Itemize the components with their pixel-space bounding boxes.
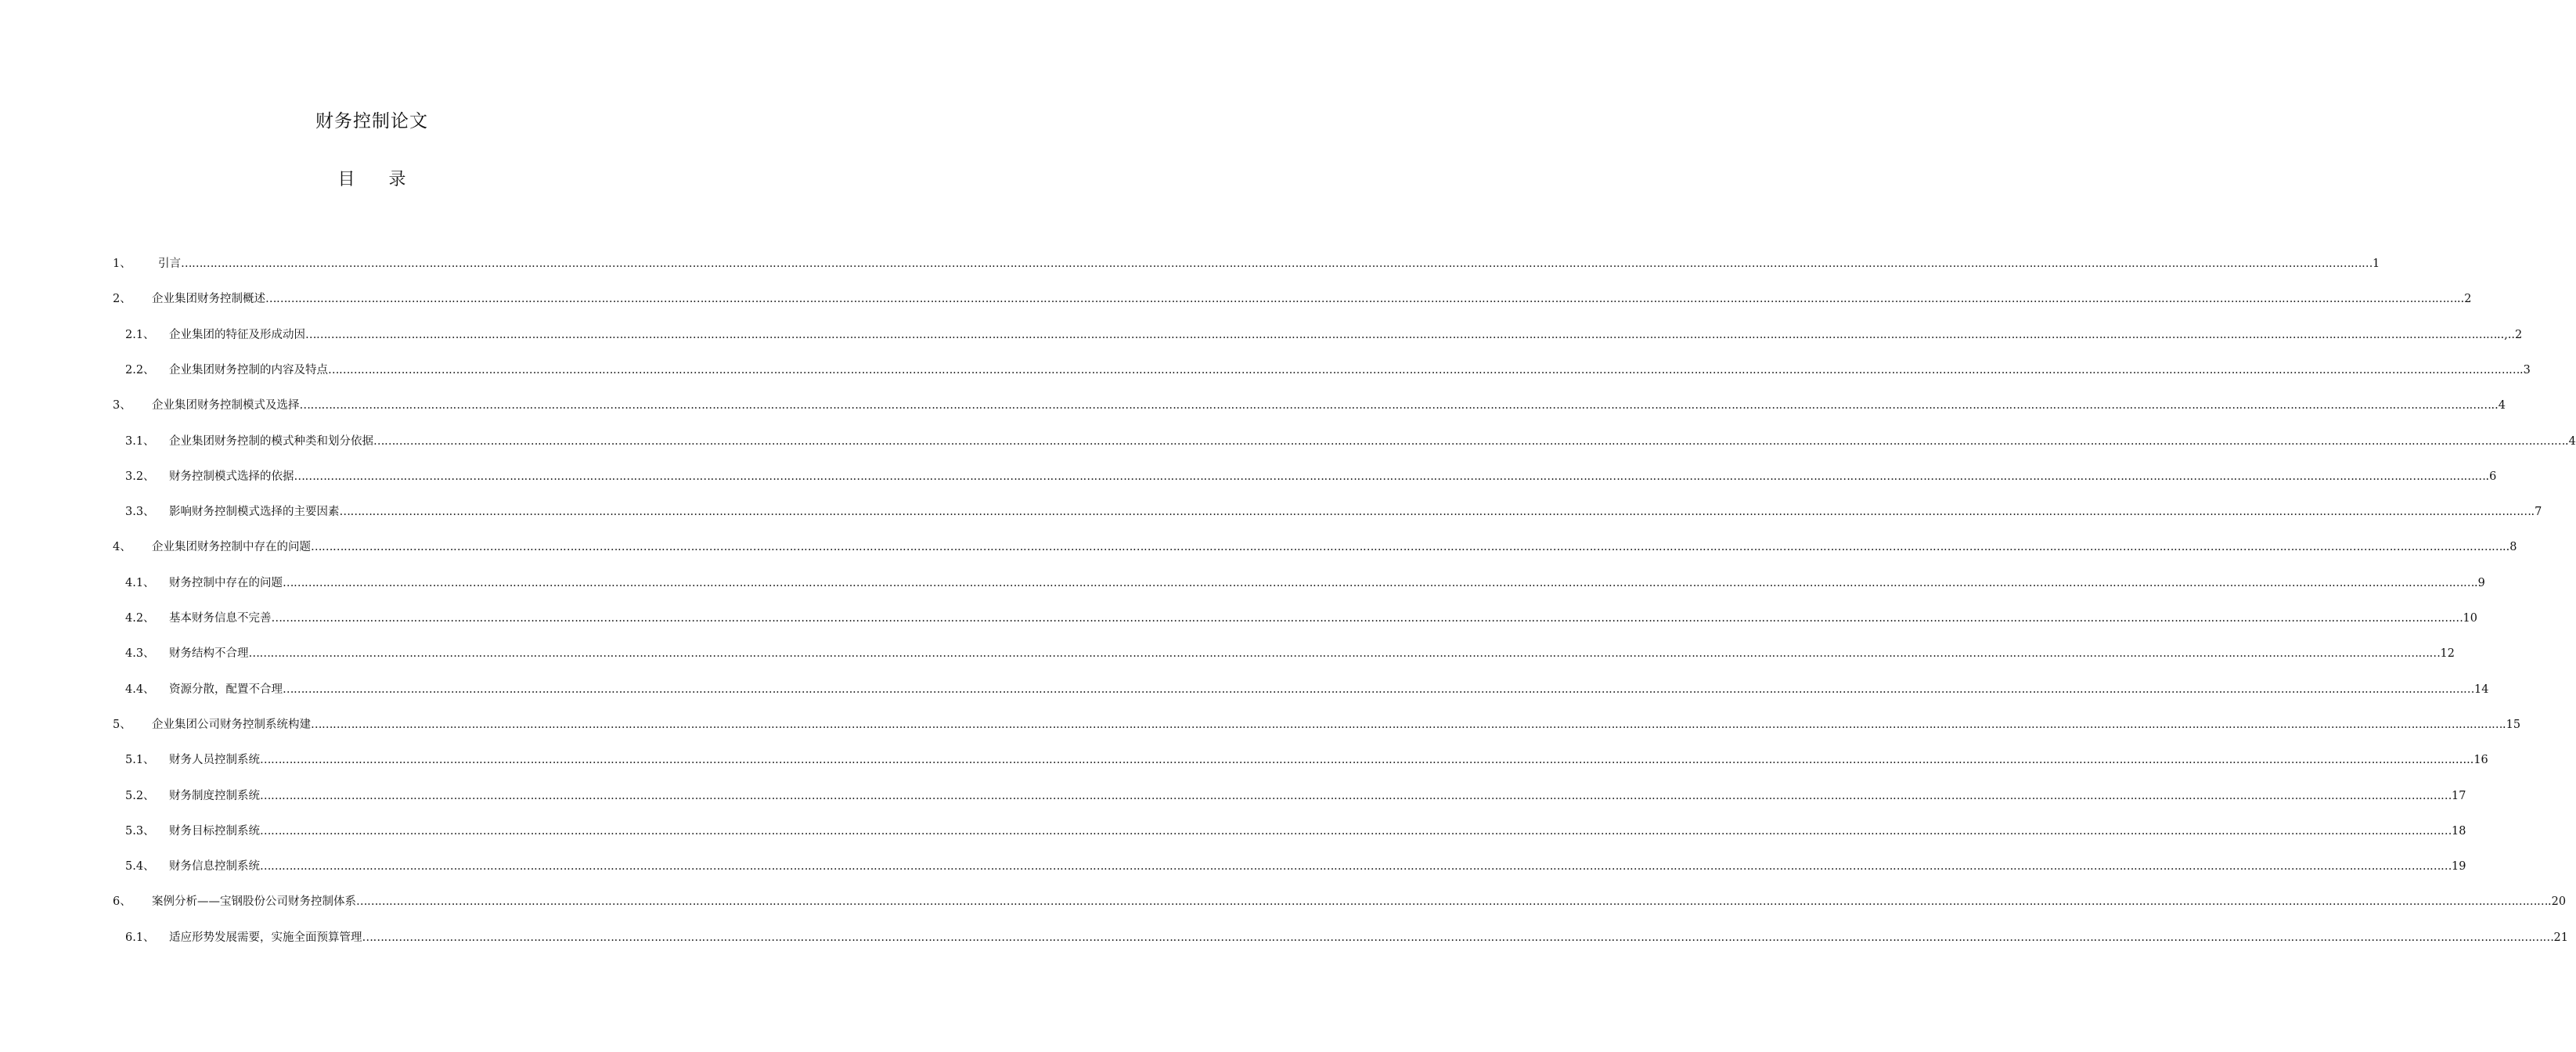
toc-entry-number: 4、 — [113, 541, 132, 553]
toc-dot-leader: …………………………………………………………………………………………………………………………………………………………………………………………………………………………………………………………………………………………………………………………………………………………………………………………………………………………………………………………………………………………………………………………………………………… — [260, 754, 2452, 766]
toc-entry-number: 2.2、 — [125, 364, 155, 376]
toc-entry-title: 企业集团财务控制模式及选择 — [152, 399, 300, 412]
toc-entry-number: 5.1、 — [125, 754, 155, 766]
toc-entry-number: 3.3、 — [125, 506, 155, 518]
toc-entry-title: 企业集团财务控制中存在的问题 — [152, 541, 311, 553]
toc-entry[interactable] — [125, 751, 2488, 768]
toc-entry-title: 财务结构不合理 — [169, 647, 249, 660]
toc-entry-page: .4 — [2565, 435, 2576, 448]
toc-dot-leader: …………………………………………………………………………………………………………………………………………………………………………………………………………………………………………………………………………………………………………………………………………………………………………………………………………………………………………………………………………………………………………………………………………………… — [373, 435, 2565, 448]
toc-entry-page: 18 — [2452, 825, 2466, 838]
toc-heading: 目 录 — [337, 170, 406, 189]
document-title: 财务控制论文 — [315, 111, 428, 132]
toc-entry-page: ..8 — [2502, 541, 2517, 553]
toc-entry-page: 21 — [2553, 931, 2568, 944]
toc-entry[interactable] — [113, 538, 2517, 555]
toc-entry[interactable] — [125, 680, 2489, 697]
toc-entry[interactable] — [125, 503, 2542, 520]
toc-entry-title: 适应形势发展需要，实施全面预算管理 — [169, 931, 362, 944]
toc-entry-number: 2、 — [113, 293, 132, 305]
toc-entry[interactable] — [125, 326, 2523, 343]
toc-entry-number: 3.2、 — [125, 470, 155, 483]
toc-entry[interactable] — [113, 290, 2472, 307]
toc-entry-page: .6 — [2485, 470, 2497, 483]
toc-entry-page: .7 — [2531, 506, 2542, 518]
toc-entry-title: 财务制度控制系统 — [169, 790, 260, 802]
toc-dot-leader: …………………………………………………………………………………………………………………………………………………………………………………………………………………………………………………………………………………………………………………………………………………………………………………………………………………………………………………………………………………………………………………………………………………… — [305, 329, 2497, 341]
toc-entry-title: 企业集团公司财务控制系统构建 — [152, 719, 311, 731]
toc-entry-title: 财务信息控制系统 — [169, 860, 260, 873]
toc-entry-title: 基本财务信息不完善 — [169, 612, 272, 625]
toc-entry-page: ..,..2 — [2497, 329, 2523, 341]
toc-entry-number: 2.1、 — [125, 329, 155, 341]
toc-entry-number: 5.4、 — [125, 860, 155, 873]
toc-entry[interactable] — [125, 609, 2477, 626]
toc-entry-page: .15 — [2502, 719, 2521, 731]
toc-entry[interactable] — [125, 432, 2576, 449]
toc-entry-page: .3 — [2520, 364, 2531, 376]
toc-entry-page: .9 — [2474, 577, 2485, 589]
toc-entry-page: 14 — [2474, 683, 2489, 696]
toc-dot-leader: …………………………………………………………………………………………………………………………………………………………………………………………………………………………………………………………………………………………………………………………………………………………………………………………………………………………………………………………………………………………………………………………………………………… — [181, 258, 2372, 270]
toc-entry[interactable] — [125, 644, 2455, 661]
toc-dot-leader: …………………………………………………………………………………………………………………………………………………………………………………………………………………………………………………………………………………………………………………………………………………………………………………………………………………………………………………………………………………………………………………………………………………… — [299, 399, 2491, 412]
toc-dot-leader: …………………………………………………………………………………………………………………………………………………………………………………………………………………………………………………………………………………………………………………………………………………………………………………………………………………………………………………………………………………………………………………………………………………… — [362, 931, 2554, 944]
toc-entry[interactable] — [113, 396, 2506, 413]
toc-entry-number: 5.2、 — [125, 790, 155, 802]
toc-entry-number: 4.1、 — [125, 577, 155, 589]
toc-entry[interactable] — [125, 822, 2466, 839]
toc-entry-title: 财务控制模式选择的依据 — [169, 470, 294, 483]
toc-entry-number: 1、 — [113, 258, 132, 270]
toc-entry[interactable] — [125, 857, 2466, 874]
toc-dot-leader: …………………………………………………………………………………………………………………………………………………………………………………………………………………………………………………………………………………………………………………………………………………………………………………………………………………………………………………………………………………………………………………………………………………… — [260, 825, 2452, 838]
toc-entry[interactable] — [125, 361, 2531, 378]
toc-entry[interactable] — [113, 892, 2567, 910]
toc-entry-number: 4.2、 — [125, 612, 155, 625]
toc-dot-leader: …………………………………………………………………………………………………………………………………………………………………………………………………………………………………………………………………………………………………………………………………………………………………………………………………………………………………………………………………………………………………………………………………………………… — [294, 470, 2486, 483]
toc-dot-leader: …………………………………………………………………………………………………………………………………………………………………………………………………………………………………………………………………………………………………………………………………………………………………………………………………………………………………………………………………………………………………………………………………………………… — [339, 506, 2531, 518]
toc-entry[interactable] — [125, 928, 2568, 946]
toc-dot-leader: …………………………………………………………………………………………………………………………………………………………………………………………………………………………………………………………………………………………………………………………………………………………………………………………………………………………………………………………………………………………………………………………………………………… — [311, 719, 2502, 731]
toc-entry-page: …...16 — [2452, 754, 2488, 766]
toc-entry[interactable] — [125, 467, 2497, 485]
toc-dot-leader: …………………………………………………………………………………………………………………………………………………………………………………………………………………………………………………………………………………………………………………………………………………………………………………………………………………………………………………………………………………………………………………………………………………… — [311, 541, 2502, 553]
toc-entry-number: 6.1、 — [125, 931, 155, 944]
toc-entry-number: 6、 — [113, 895, 132, 908]
toc-dot-leader: …………………………………………………………………………………………………………………………………………………………………………………………………………………………………………………………………………………………………………………………………………………………………………………………………………………………………………………………………………………………………………………………………………………… — [356, 895, 2548, 908]
toc-entry-page: .20 — [2548, 895, 2567, 908]
toc-entry-page: 19 — [2452, 860, 2466, 873]
toc-dot-leader: …………………………………………………………………………………………………………………………………………………………………………………………………………………………………………………………………………………………………………………………………………………………………………………………………………………………………………………………………………………………………………………………………………………… — [271, 612, 2463, 625]
toc-entry-title: 企业集团财务控制的模式种类和划分依据 — [169, 435, 373, 448]
toc-entry-title: 企业集团财务控制概述 — [152, 293, 265, 305]
toc-entry-title: 企业集团的特征及形成动因 — [169, 329, 305, 341]
toc-entry-number: 4.3、 — [125, 647, 155, 660]
toc-entry-title: 影响财务控制模式选择的主要因素 — [169, 506, 340, 518]
toc-entry-page: 1 — [2372, 258, 2380, 270]
toc-entry[interactable] — [125, 574, 2485, 591]
toc-entry-title: 财务控制中存在的问题 — [169, 577, 283, 589]
toc-entry-title: 引言 — [158, 258, 181, 270]
toc-entry-number: 3、 — [113, 399, 132, 412]
toc-entry-title: 企业集团财务控制的内容及特点 — [169, 364, 328, 376]
toc-entry[interactable] — [125, 787, 2466, 804]
toc-entry-title: 资源分散，配置不合理 — [169, 683, 283, 696]
toc-entry[interactable] — [113, 254, 2380, 272]
toc-entry-page: 10 — [2463, 612, 2477, 625]
toc-dot-leader: …………………………………………………………………………………………………………………………………………………………………………………………………………………………………………………………………………………………………………………………………………………………………………………………………………………………………………………………………………………………………………………………………………………… — [283, 577, 2474, 589]
toc-entry-page: ..4 — [2491, 399, 2506, 412]
toc-dot-leader: …………………………………………………………………………………………………………………………………………………………………………………………………………………………………………………………………………………………………………………………………………………………………………………………………………………………………………………………………………………………………………………………………………………… — [283, 683, 2474, 696]
toc-entry-page: ..2 — [2457, 293, 2472, 305]
toc-entry-title: 案例分析——宝钢股份公司财务控制体系 — [152, 895, 356, 908]
toc-entry-number: 4.4、 — [125, 683, 155, 696]
toc-dot-leader: …………………………………………………………………………………………………………………………………………………………………………………………………………………………………………………………………………………………………………………………………………………………………………………………………………………………………………………………………………………………………………………………………………………… — [260, 790, 2452, 802]
toc-entry[interactable] — [113, 715, 2521, 733]
toc-entry-page: 17 — [2452, 790, 2466, 802]
toc-dot-leader: …………………………………………………………………………………………………………………………………………………………………………………………………………………………………………………………………………………………………………………………………………………………………………………………………………………………………………………………………………………………………………………………………………………… — [260, 860, 2452, 873]
toc-entry-number: 5.3、 — [125, 825, 155, 838]
toc-entry-number: 3.1、 — [125, 435, 155, 448]
toc-dot-leader: …………………………………………………………………………………………………………………………………………………………………………………………………………………………………………………………………………………………………………………………………………………………………………………………………………………………………………………………………………………………………………………………………………………… — [328, 364, 2520, 376]
toc-dot-leader: …………………………………………………………………………………………………………………………………………………………………………………………………………………………………………………………………………………………………………………………………………………………………………………………………………………………………………………………………………………………………………………………………………………… — [248, 647, 2441, 660]
toc-entry-number: 5、 — [113, 719, 132, 731]
toc-dot-leader: …………………………………………………………………………………………………………………………………………………………………………………………………………………………………………………………………………………………………………………………………………………………………………………………………………………………………………………………………………………………………………………………………………………… — [265, 293, 2457, 305]
toc-entry-title: 财务目标控制系统 — [169, 825, 260, 838]
toc-entry-page: 12 — [2440, 647, 2455, 660]
toc-entry-title: 财务人员控制系统 — [169, 754, 260, 766]
